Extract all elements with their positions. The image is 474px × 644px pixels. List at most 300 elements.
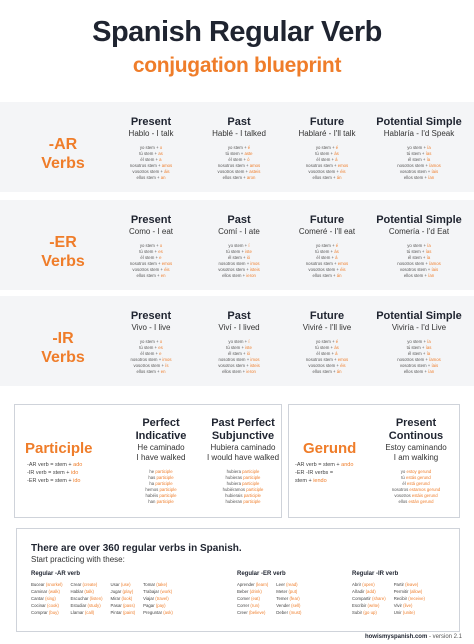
verb-item [31,609,63,616]
conjugation-ending: íais [431,169,439,174]
gerund-rules [295,461,353,485]
verb-english: (use) [120,582,131,587]
verb-spanish: Trabajar [143,589,161,594]
conjugation-ending: participle [159,493,177,498]
tense-column [108,310,194,375]
verb-english: (drink) [249,589,262,594]
conjugation-ending: emos [337,261,349,266]
conjugation-ending: ía [427,339,431,344]
verb-english: (leave) [405,582,419,587]
footer-version: - version 2.1 [427,634,462,640]
rule-ending: ado [73,462,83,468]
conjugation-stem: nosotros stem + [397,261,430,266]
conjugation-ending: participle [156,475,174,480]
conjugation-ending: ió [246,351,251,356]
conjugation-lines [196,145,282,181]
tense-column [196,310,282,375]
conjugation-ending: éis [164,267,170,272]
verb-english: (create) [82,582,98,587]
tense-header: Past Perfect [211,417,275,429]
conjugation-stem: tú stem + [139,249,159,254]
conjugation-stem: nosotros stem + [129,163,162,168]
tense-column [284,310,370,375]
conjugation-stem: vosotros stem + [133,363,166,368]
conjugation-stem: tú stem + [315,345,335,350]
verb-item [276,602,301,609]
conjugation-ending: ís [165,363,169,368]
conjugation-ending: a [159,157,162,162]
page-subtitle: conjugation blueprint [132,54,342,77]
conjugation-stem: nosotros stem + [218,261,251,266]
conjugation-stem: ellos stem + [312,175,337,180]
participle-box [14,404,282,518]
conjugation-lines [108,243,194,279]
gerund-title: Gerund [303,440,357,457]
verb-english: (listen) [89,596,103,601]
conjugation-ending: é [335,243,339,248]
conjugation-stem: yo stem + [139,243,160,248]
tense-header: Potential Simple [376,310,462,322]
conjugation-ending: ía [426,351,431,356]
conjugation-stem: nosotros stem + [129,261,162,266]
conjugation-ending: ió [246,255,251,260]
conjugation-line [370,273,468,279]
conjugation-ending: participle [243,475,261,480]
verb-item [31,595,63,602]
section-label-ending: -AR [48,136,78,153]
conjugation-ending: ieron [246,369,256,374]
verb-english: (believe) [248,610,266,615]
conjugation-ending: iste [245,249,252,254]
tense-header: Continous [388,430,444,442]
verb-spanish: Unir [393,610,403,615]
conjugation-ending: aron [246,175,256,180]
tense-column [108,214,194,279]
verb-english: (study) [87,603,101,608]
verb-item [394,602,425,609]
conjugation-ending: participle [242,481,260,486]
conjugation-ending: estamos gerund [409,487,441,492]
conjugation-lines [121,469,201,505]
conjugation-stem: nosotros stem + [397,163,430,168]
conjugation-stem: tú stem + [225,151,245,156]
conjugation-stem: vosotros stem + [217,169,250,174]
verb-spanish: Creer [237,610,249,615]
verb-spanish: Compartir [352,596,373,601]
auxiliary-verb: hubiera [226,469,243,474]
conjugation-ending: estás gerund [405,475,431,480]
verb-item [352,602,386,609]
verb-spanish: Abrir [352,582,363,587]
conjugation-line [370,369,468,375]
verb-english: (receive) [408,596,425,601]
tense-example: Viví - I lived [218,323,260,332]
verb-item [237,595,268,602]
verb-english: (open) [362,582,375,587]
conjugation-ending: ás [334,151,339,156]
tense-header: Past [227,310,251,322]
verb-item [352,595,386,602]
verb-item [31,581,63,588]
conjugation-ending: íamos [429,261,441,266]
conjugation-stem: yo stem + [407,243,428,248]
tense-example: Hablo - I talk [128,129,174,138]
tense-header: Potential Simple [376,214,462,226]
verb-spanish: Recibir [393,596,409,601]
verb-spanish: Pintar [110,610,123,615]
conjugation-stem: nosotros stem + [305,261,338,266]
verb-spanish: Escribir [352,603,368,608]
conjugation-stem: ellos stem + [136,369,161,374]
verb-item [143,588,173,595]
verb-english: (sing) [45,596,56,601]
verb-english: (go up) [363,610,377,615]
formation-rule [295,477,353,485]
conjugation-stem: vosotros stem + [308,267,341,272]
tense-header: Potential Simple [376,116,462,128]
conjugation-stem: vosotros stem + [308,363,341,368]
section-label [20,135,106,173]
conjugation-ending: ó [247,157,250,162]
conjugation-ending: án [336,175,342,180]
conjugation-ending: íamos [429,163,441,168]
conjugation-stem: él stem + [227,255,247,260]
conjugation-lines [201,469,285,505]
conjugation-stem: tú stem + [315,249,335,254]
verb-spanish: Cantar [31,596,46,601]
verb-item [352,609,386,616]
verb-spanish: Comer [237,596,252,601]
conjugation-ending: isteis [249,267,260,272]
perfect-indicative-column [121,417,201,505]
tense-header: Present [130,214,172,226]
tense-header: Subjunctive [211,430,275,442]
conjugation-line [375,499,457,505]
rule-text: -IR verb = stem + [27,470,72,476]
conjugation-stem: él stem + [227,351,247,356]
conjugation-stem: yo stem + [139,145,160,150]
verb-english: (learn) [255,582,269,587]
verb-group-columns [31,581,173,616]
verb-group-header: Regular -AR verb [31,571,81,577]
gerund-box [288,404,460,518]
conjugation-ending: imos [162,357,172,362]
verb-english: (unite) [402,610,415,615]
tense-example: Como - I eat [128,227,173,236]
conjugation-stem: vosotros stem + [308,169,341,174]
conjugation-ending: participle [242,469,260,474]
verb-column [31,581,63,616]
conjugation-line [108,273,194,279]
verb-group-header: Regular -IR verb [352,571,399,577]
conjugation-stem: él stem + [316,351,336,356]
conjugation-stem: ellos stem + [403,273,429,278]
verb-english: (buy) [48,610,59,615]
verb-column [276,581,301,616]
conjugation-ending: participle [243,493,261,498]
conjugation-line [121,499,201,505]
verb-column [352,581,386,616]
verb-item [394,588,425,595]
conjugation-stem: tú stem + [406,345,426,350]
conjugation-stem: ellos stem + [136,175,161,180]
conjugation-lines [370,145,468,181]
verb-count-note: There are over 360 regular verbs in Spanish. [31,543,242,554]
footer-site[interactable]: howismyspanish.com [364,634,428,640]
verb-spanish: Vender [276,603,292,608]
conjugation-ending: íais [431,363,439,368]
verb-english: (talk) [84,589,94,594]
verb-english: (sell) [291,603,301,608]
verb-spanish: Crear [70,582,83,587]
verb-item [31,588,63,595]
conjugation-stem: ellos stem + [312,369,337,374]
conjugation-stem: nosotros stem + [218,357,251,362]
formation-rule [295,469,353,477]
verb-item [111,588,136,595]
tense-example: Hubiera caminado [210,443,276,452]
verb-english: (allow) [409,589,423,594]
verb-spanish: Correr [237,603,251,608]
tense-column [370,116,468,181]
conjugation-stem: tú stem + [226,345,246,350]
conjugation-line [284,175,370,181]
auxiliary-verb: hubieras [225,475,244,480]
tense-header: Future [309,116,345,128]
conjugation-stem: yo stem + [227,145,248,150]
tense-example-translation: I have walked [136,453,186,462]
verb-english: (walk) [48,589,60,594]
verb-english: (look) [121,596,133,601]
section-label-verbs: Verbs [41,253,85,270]
verb-column [394,581,425,616]
conjugation-stem: él stem + [140,157,160,162]
tense-header: Indicative [135,430,187,442]
conjugation-ending: á [335,351,338,356]
tense-example: Viviría - I'd Live [391,323,447,332]
conjugation-ending: estoy gerund [406,469,432,474]
tense-example: He caminado [137,443,185,452]
conjugation-stem: nosotros stem + [305,357,338,362]
auxiliary-verb: ellos [398,499,409,504]
verb-spanish: Partir [393,582,406,587]
conjugation-lines [284,145,370,181]
conjugation-stem: ellos stem + [136,273,161,278]
conjugation-lines [370,243,468,279]
conjugation-stem: yo stem + [315,339,336,344]
tense-header: Present [395,417,437,429]
conjugation-ending: as [158,151,163,156]
conjugation-ending: iste [245,345,252,350]
conjugation-ending: participle [155,469,173,474]
section-label-verbs: Verbs [41,349,85,366]
conjugation-stem: vosotros stem + [218,267,250,272]
conjugation-ending: íais [431,267,439,272]
conjugation-ending: isteis [249,363,260,368]
conjugation-ending: amos [161,163,173,168]
conjugation-ending: estáis gerund [411,493,438,498]
conjugation-stem: vosotros stem + [218,363,250,368]
verb-spanish: Deber [276,610,290,615]
rule-ending: ido [71,470,79,476]
conjugation-stem: tú stem + [226,249,246,254]
conjugation-lines [284,243,370,279]
conjugation-stem: yo stem + [315,243,336,248]
tense-example: Vivo - I live [131,323,171,332]
verb-item [71,581,103,588]
conjugation-stem: él stem + [228,157,248,162]
conjugation-line [108,175,194,181]
verb-group [237,571,301,616]
verb-column [237,581,268,616]
conjugation-ending: o [159,243,163,248]
conjugation-lines [108,145,194,181]
tense-example: Hablaré - I'll talk [298,129,356,138]
verb-item [394,581,425,588]
auxiliary-verb: yo [400,469,407,474]
conjugation-ending: en [160,273,166,278]
conjugation-ending: está gerund [406,481,430,486]
verb-spanish: Bucear [31,582,46,587]
verb-item [71,595,103,602]
conjugation-stem: él stem + [316,255,336,260]
tense-header: Past [227,116,251,128]
verb-english: (write) [367,603,380,608]
conjugation-stem: ellos stem + [312,273,337,278]
conjugation-lines [196,243,282,279]
verb-item [276,581,301,588]
verb-english: (travel) [155,596,169,601]
verb-english: (play) [122,589,134,594]
verb-item [31,602,63,609]
verb-item [237,581,268,588]
conjugation-ending: é [335,145,339,150]
conjugation-line [201,499,285,505]
auxiliary-verb: vosotros [394,493,412,498]
conjugation-stem: tú stem + [315,151,335,156]
section-label [20,233,106,271]
verb-english: (eat) [251,596,260,601]
tense-header: Future [309,214,345,226]
verb-item [111,602,136,609]
verb-list-box [16,528,460,632]
conjugation-lines [375,469,457,505]
formation-rule [27,477,82,485]
tense-example: Comería - I'd Eat [388,227,450,236]
verb-item [394,595,425,602]
tense-header: Past [227,214,251,226]
auxiliary-verb: hubierais [225,493,244,498]
verb-english: (call) [84,610,95,615]
conjugation-ending: í [248,339,250,344]
verb-item [143,609,173,616]
tense-header: Present [130,116,172,128]
participle-title: Participle [25,440,93,457]
rule-text: -ER -IR verbs = [295,470,334,476]
tense-example: Comeré - I'll eat [298,227,356,236]
conjugation-stem: yo stem + [228,339,249,344]
conjugation-stem: él stem + [316,157,336,162]
formation-rule [27,469,82,477]
verb-group-columns [237,581,301,616]
auxiliary-verb: hubiera [226,481,243,486]
verb-spanish: Hablar [70,589,85,594]
verb-item [352,581,386,588]
verb-section-band [0,102,474,192]
conjugation-line [108,369,194,375]
conjugation-ending: ieron [246,273,256,278]
conjugation-ending: ían [428,175,435,180]
conjugation-ending: en [160,369,166,374]
verb-english: (work) [160,589,173,594]
conjugation-ending: ían [428,369,435,374]
conjugation-stem: vosotros stem + [399,267,432,272]
conjugation-ending: ía [426,157,431,162]
conjugation-line [284,369,370,375]
conjugation-ending: asteis [249,169,261,174]
verb-english: (run) [250,603,260,608]
conjugation-ending: án [336,369,342,374]
verb-column [71,581,103,616]
conjugation-ending: ían [428,273,435,278]
conjugation-ending: éis [340,169,346,174]
verb-spanish: Subir [352,610,364,615]
present-continuous-column [375,417,457,505]
conjugation-stem: él stem + [407,351,427,356]
conjugation-ending: aste [244,151,253,156]
verb-english: (add) [365,589,376,594]
conjugation-stem: yo stem + [315,145,336,150]
tense-example: Estoy caminando [385,443,447,452]
conjugation-lines [284,339,370,375]
tense-header: Present [130,310,172,322]
section-label-ending: -ER [49,234,77,251]
rule-text: -ER verb = stem + [27,478,74,484]
verb-item [111,595,136,602]
verb-item [143,581,173,588]
verb-group [31,571,173,616]
verb-item [276,595,301,602]
conjugation-ending: íamos [429,357,441,362]
tense-example-translation: I would have walked [206,453,280,462]
verb-group-columns [352,581,425,616]
conjugation-ending: imos [250,261,260,266]
conjugation-stem: ellos stem + [222,175,247,180]
auxiliary-verb: ha [149,481,156,486]
tense-column [370,310,468,375]
past-perfect-subjunctive-column [201,417,285,505]
verb-english: (ask) [163,610,173,615]
verb-spanish: Beber [237,589,250,594]
conjugation-stem: tú stem + [139,345,159,350]
conjugation-ending: é [247,145,251,150]
conjugation-line [196,175,282,181]
rule-text: stem + [295,478,314,484]
conjugation-stem: yo stem + [407,145,428,150]
formation-rule [295,461,353,469]
verb-english: (must) [289,610,302,615]
conjugation-ending: án [336,273,342,278]
verb-spanish: Jugar [110,589,123,594]
section-label-ending: -IR [52,330,74,347]
conjugation-stem: vosotros stem + [132,267,165,272]
conjugation-ending: í [248,243,250,248]
conjugation-ending: o [159,339,163,344]
section-label [20,329,106,367]
verb-spanish: Viajar [143,596,156,601]
conjugation-ending: emos [337,357,349,362]
conjugation-stem: vosotros stem + [399,169,432,174]
